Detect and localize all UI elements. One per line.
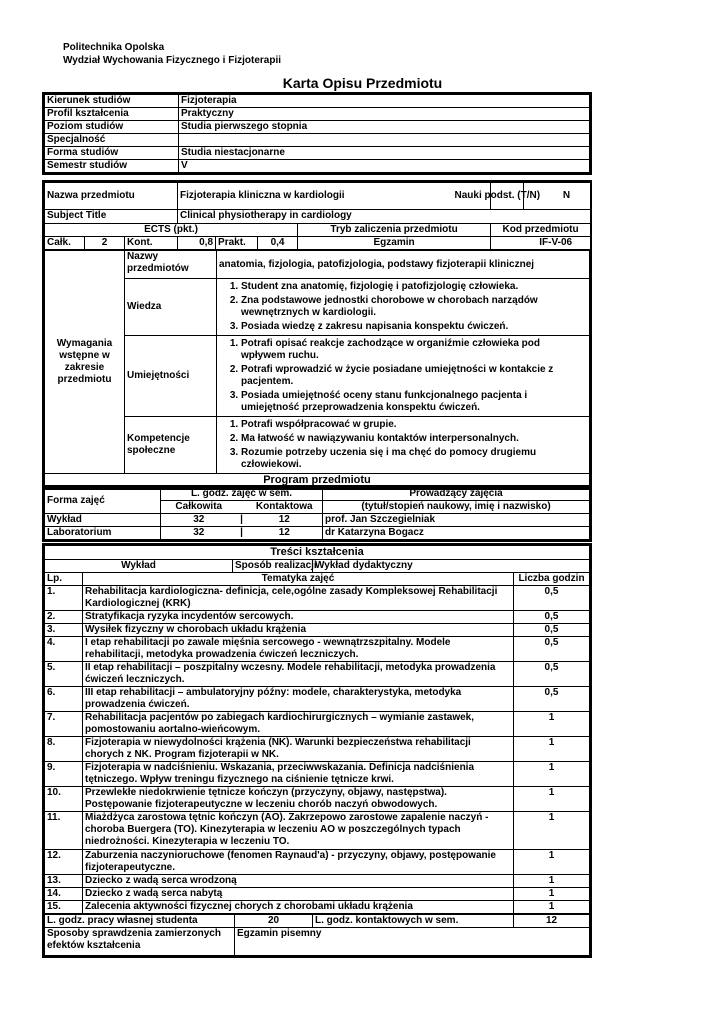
topic-hours: 1 — [514, 762, 590, 787]
topic-text: Zalecenia aktywności fizycznej chorych z chorobami układu krążenia — [83, 901, 514, 914]
program-row-label: Forma studiów — [45, 147, 179, 160]
program-row — [45, 147, 590, 160]
calkowita-value: 32 — [161, 514, 237, 527]
table-row — [45, 888, 590, 901]
program-row-label: Kierunek studiów — [45, 95, 179, 108]
wiedza-label: Wiedza — [125, 279, 217, 336]
wiedza-list — [219, 281, 587, 333]
program-row — [45, 108, 590, 121]
ects-label: ECTS (pkt.) — [45, 224, 298, 237]
kontakt-value: 12 — [514, 915, 590, 928]
program-row-value — [179, 134, 590, 147]
topic-number: 4. — [45, 637, 83, 662]
topic-number: 1. — [45, 586, 83, 611]
subject-name: Fizjoterapia kliniczna w kardiologii — [178, 183, 491, 210]
prowadzacy-sub: (tytuł/stopień naukowy, imię i nazwisko) — [323, 501, 590, 514]
program-table — [42, 485, 592, 542]
program-info-table — [42, 92, 592, 175]
table-row — [45, 875, 590, 888]
kont-value: 0,8 — [178, 237, 216, 250]
calkowita-value: 32 — [161, 527, 237, 540]
topic-hours: 0,5 — [514, 586, 590, 611]
topic-hours: 1 — [514, 888, 590, 901]
program-row-value: Studia pierwszego stopnia — [179, 121, 590, 134]
program-row-label: Semestr studiów — [45, 160, 179, 173]
program-row — [45, 134, 590, 147]
list-item: 2. Potrafi wprowadzić w życie posiadane umiejętności w kontakcie z pacjentem. — [241, 364, 587, 388]
sposob-value: Wykład dydaktyczny — [313, 560, 590, 573]
page-title: Karta Opisu Przedmiotu — [282, 75, 443, 91]
prowadzacy-value: dr Katarzyna Bogacz — [323, 527, 590, 540]
umiejetnosci-label: Umiejętności — [125, 336, 217, 417]
topic-number: 11. — [45, 812, 83, 850]
forma-value: Laboratorium — [45, 527, 161, 540]
liczba-label: Liczba godzin — [514, 573, 590, 586]
program-row-label: Poziom studiów — [45, 121, 179, 134]
tryb-value: Egzamin — [298, 237, 491, 250]
topic-hours: 0,5 — [514, 611, 590, 624]
kontaktowa-value: 12 — [247, 527, 323, 540]
topic-number: 10. — [45, 787, 83, 812]
table-row — [45, 514, 590, 527]
content-table — [42, 543, 592, 958]
prakt-value: 0,4 — [258, 237, 298, 250]
topic-text: Miażdżyca zarostowa tętnic kończyn (AO). Zakrzepowo zarostowe zapalenie naczyń - choroba Buergera (TO). Kinezyterapia w leczeniu AO w poszczególnych typach niedrożności. Kinezyterapia w leczeniu TO. — [83, 812, 514, 850]
nazwy-label: Nazwy przedmiotów — [125, 251, 217, 279]
calk-label: Całk. — [45, 237, 85, 250]
topic-number: 9. — [45, 762, 83, 787]
program-row-label: Specjalność — [45, 134, 179, 147]
program-row-value: Fizjoterapia — [179, 95, 590, 108]
nauki-cell — [454, 183, 591, 210]
topic-text: Fizjoterapia w nadciśnieniu. Wskazania, przeciwwskazania. Definicja nadciśnienia tętniczego. Wpływ treningu fizycznego na ciśnienie tętnicze krwi. — [83, 762, 514, 787]
table-row — [45, 586, 590, 611]
table-row — [45, 624, 590, 637]
program-row-value: Praktyczny — [179, 108, 590, 121]
table-row — [45, 812, 590, 850]
kontaktowa-label: Kontaktowa — [247, 501, 323, 514]
requirements-label: Wymagania wstępne w zakresie przedmiotu — [45, 251, 125, 474]
subject-title-label: Subject Title — [45, 210, 178, 224]
subject-table — [42, 180, 592, 490]
calk-value: 2 — [85, 237, 125, 250]
sposoby-label: Sposoby sprawdzenia zamierzonych efektów kształcenia — [45, 928, 235, 956]
list-item: 2. Ma łatwość w nawiązywaniu kontaktów interpersonalnych. — [241, 433, 587, 445]
program-row — [45, 160, 590, 173]
topic-hours: 1 — [514, 875, 590, 888]
topic-text: Rehabilitacja pacjentów po zabiegach kardiochirurgicznych – wymianie zastawek, pomostowaniu aortalno-wieńcowym. — [83, 712, 514, 737]
subject-title-en: Clinical physiotherapy in cardiology — [178, 210, 591, 224]
calkowita-label: Całkowita — [161, 501, 237, 514]
topic-text: Zaburzenia naczynioruchowe (fenomen Raynaud'a) - przyczyny, objawy, postępowanie fizjoterapeutyczne. — [83, 850, 514, 875]
topic-number: 13. — [45, 875, 83, 888]
subject-name-label: Nazwa przedmiotu — [45, 183, 178, 210]
list-item: 1. Student zna anatomię, fizjologię i patofizjologię człowieka. — [241, 281, 587, 293]
topic-number: 6. — [45, 687, 83, 712]
topic-text: III etap rehabilitacji – ambulatoryjny późny: modele, charakterystyka, metodyka prowadzenia ćwiczeń. — [83, 687, 514, 712]
program-row-value: V — [179, 160, 590, 173]
forma-label: Forma zajęć — [45, 488, 161, 514]
list-item: 3. Posiada wiedzę z zakresu napisania konspektu ćwiczeń. — [241, 321, 587, 333]
topic-text: Stratyfikacja ryzyka incydentów sercowych. — [83, 611, 514, 624]
topic-text: Fizjoterapia w niewydolności krążenia (NK). Warunki bezpieczeństwa rehabilitacji chorych z NK. Program fizjoterapii w NK. — [83, 737, 514, 762]
program-row-label: Profil kształcenia — [45, 108, 179, 121]
kontakt-label: L. godz. kontaktowych w sem. — [313, 915, 514, 928]
praca-value: 20 — [235, 915, 313, 928]
table-row — [45, 527, 590, 540]
sposoby-value: Egzamin pisemny — [235, 928, 590, 956]
nazwy-value: anatomia, fizjologia, patofizjologia, podstawy fizjoterapii klinicznej — [217, 251, 590, 279]
nauki-value: N — [562, 190, 571, 201]
sposob-label: Sposób realizacji — [233, 560, 313, 573]
nauki-label-text: Nauki podst. (T/N) — [454, 190, 541, 201]
topic-number: 3. — [45, 624, 83, 637]
list-item: 3. Rozumie potrzeby uczenia się i ma chęć do pomocy drugiemu człowiekowi. — [241, 447, 587, 471]
kompetencje-list — [219, 419, 587, 471]
topic-hours: 1 — [514, 712, 590, 737]
program-row-value: Studia niestacjonarne — [179, 147, 590, 160]
table-row — [45, 712, 590, 737]
topic-hours: 1 — [514, 787, 590, 812]
kod-label: Kod przedmiotu — [491, 224, 591, 237]
topic-hours: 0,5 — [514, 624, 590, 637]
topic-number: 8. — [45, 737, 83, 762]
topic-hours: 0,5 — [514, 687, 590, 712]
list-item: 1. Potrafi współpracować w grupie. — [241, 419, 587, 431]
topic-number: 15. — [45, 901, 83, 914]
table-row — [45, 662, 590, 687]
table-row — [45, 787, 590, 812]
topic-text: Rehabilitacja kardiologiczna- definicja, cele,ogólne zasady Kompleksowej Rehabilitacji Kardiologicznej (KRK) — [83, 586, 514, 611]
praca-label: L. godz. pracy własnej studenta — [45, 915, 235, 928]
topic-text: Wysiłek fizyczny w chorobach układu krążenia — [83, 624, 514, 637]
topic-hours: 1 — [514, 737, 590, 762]
topic-hours: 0,5 — [514, 637, 590, 662]
faculty-name: Wydział Wychowania Fizycznego i Fizjoterapii — [63, 55, 282, 66]
topic-hours: 0,5 — [514, 662, 590, 687]
table-row — [45, 637, 590, 662]
topic-number: 12. — [45, 850, 83, 875]
topic-hours: 1 — [514, 812, 590, 850]
tryb-label: Tryb zaliczenia przedmiotu — [298, 224, 491, 237]
content-title: Treści kształcenia — [45, 546, 590, 560]
kompetencje-label: Kompetencje społeczne — [125, 417, 217, 474]
topic-number: 14. — [45, 888, 83, 901]
topic-text: I etap rehabilitacji po zawale mięśnia sercowego - wewnątrzszpitalny. Modele rehabilitacji, metodyka prowadzenia ćwiczeń leczniczych. — [83, 637, 514, 662]
topic-hours: 1 — [514, 901, 590, 914]
topic-text: II etap rehabilitacji – poszpitalny wczesny. Modele rehabilitacji, metodyka prowadzenia ćwiczeń leczniczych. — [83, 662, 514, 687]
university-name: Politechnika Opolska — [63, 42, 165, 53]
topic-number: 2. — [45, 611, 83, 624]
list-item: 2. Zna podstawowe jednostki chorobowe w chorobach narządów wewnętrznych w kardiologii. — [241, 295, 587, 319]
topic-number: 5. — [45, 662, 83, 687]
umiejetnosci-list — [219, 338, 587, 414]
program-row — [45, 95, 590, 108]
topic-text: Dziecko z wadą serca wrodzoną — [83, 875, 514, 888]
godz-label: L. godz. zajęć w sem. — [161, 488, 323, 501]
lp-label: Lp. — [45, 573, 83, 586]
kontaktowa-value: 12 — [247, 514, 323, 527]
table-row — [45, 611, 590, 624]
topic-hours: 1 — [514, 850, 590, 875]
list-item: 1. Potrafi opisać reakcje zachodzące w organiźmie człowieka pod wpływem ruchu. — [241, 338, 587, 362]
program-section-title: Program przedmiotu — [45, 474, 590, 488]
topic-number: 7. — [45, 712, 83, 737]
table-row — [45, 850, 590, 875]
forma-value: Wykład — [45, 514, 161, 527]
prakt-label: Prakt. — [216, 237, 258, 250]
table-row — [45, 737, 590, 762]
topic-text: Dziecko z wadą serca nabytą — [83, 888, 514, 901]
kont-label: Kont. — [125, 237, 178, 250]
tematyka-label: Tematyka zajęć — [83, 573, 514, 586]
separator: | — [237, 514, 247, 527]
kod-value: IF-V-06 — [491, 237, 591, 250]
separator: | — [237, 527, 247, 540]
table-row — [45, 901, 590, 914]
topic-text: Przewlekłe niedokrwienie tętnicze kończyn (przyczyny, objawy, następstwa). Postępowanie fizjoterapeutyczne w leczeniu chorób naczyń obwodowych. — [83, 787, 514, 812]
prowadzacy-label: Prowadzący zajęcia — [323, 488, 590, 501]
list-item: 3. Posiada umiejętność oceny stanu funkcjonalnego pacjenta i umiejętność przeprowadzenia konspektu ćwiczeń. — [241, 390, 587, 414]
table-row — [45, 762, 590, 787]
wyklad-label: Wykład — [45, 560, 233, 573]
prowadzacy-value: prof. Jan Szczegielniak — [323, 514, 590, 527]
program-row — [45, 121, 590, 134]
table-row — [45, 687, 590, 712]
